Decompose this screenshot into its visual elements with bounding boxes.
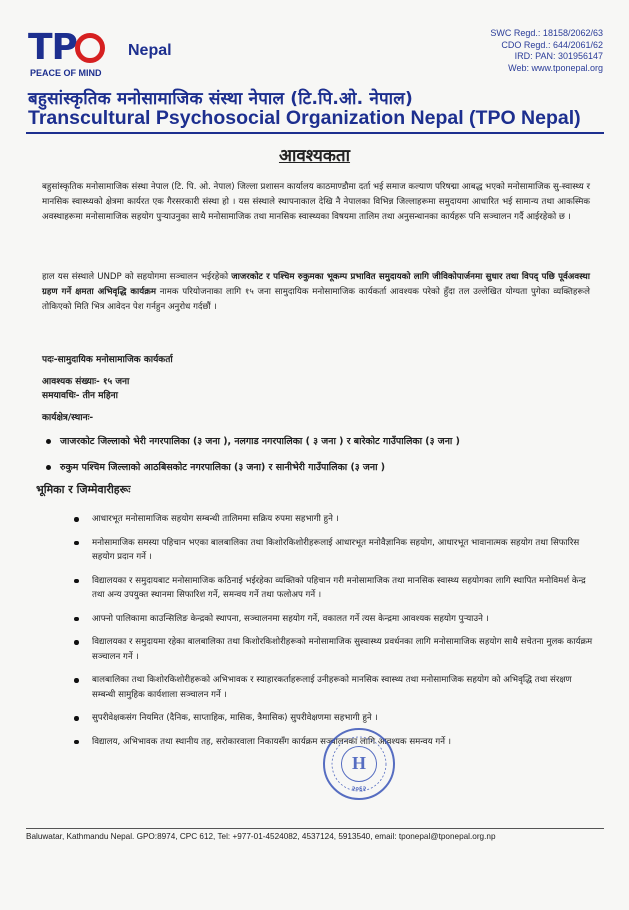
registration-line: SWC Regd.: 18158/2062/63 [490, 28, 603, 38]
role-text: मनोसामाजिक समस्या पहिचान भएका बालबालिका तथा किशोरकिशोरीहरूलाई आधारभूत मनोवैज्ञानिक सहयोग, आधारभूत भावानात्मक सहयोग तथा सिफारिस सहयोग प्रदान गर्ने । [92, 537, 580, 562]
role-item [74, 612, 594, 627]
role-item [74, 512, 594, 527]
role-item [74, 635, 594, 664]
website-line: Web: www.tponepal.org [508, 62, 603, 73]
bullet-icon [74, 740, 79, 745]
intro-paragraph: बहुसांस्कृतिक मनोसामाजिक संस्था नेपाल (टि. पि. ओ. नेपाल) जिल्ला प्रशासन कार्यालय काठमाण्डौमा दर्ता भई समाज कल्याण परिषद्मा आबद्ध भएको मनोसामाजिक सु-स्वास्थ्य र मानसिक स्वास्थ्यको क्षेत्रमा कार्यरत एक गैरसरकारी संस्था हो । यस संस्थाले स्थापनाकाल देखि नै नेपालका विभिन्न जिल्लाहरूमा समुदायमा आधारित भई सामान्य तथा आकस्मिक अवस्थाहरूमा मनोसामाजिक सहयोग पुऱ्याउनुका साथै मनोसामाजिक तथा मानसिक स्वास्थ्यका विषयमा तालिम तथा अनुसन्धानका कार्यहरू पनि सञ्चालन गर्दै आईरहेको छ । [42, 182, 590, 222]
bullet-icon [74, 617, 79, 622]
role-item [74, 536, 594, 565]
role-text: सुपरीवेक्षकसंग नियमित (दैनिक, साप्ताहिक, मासिक, त्रैमासिक) सुपरीवेक्षणमा सहभागी हुने । [92, 713, 378, 723]
project-paragraph [42, 270, 590, 315]
bullet-icon [74, 517, 79, 522]
org-name-english: Transcultural Psychosocial Organization Nepal (TPO Nepal) [28, 107, 581, 129]
role-item [74, 711, 594, 726]
project-text-start: हाल यस संस्थाले UNDP को सहयोगमा सञ्चालन भईरहेको [42, 272, 232, 282]
organization-stamp [323, 728, 395, 800]
location-item [46, 434, 460, 447]
registration-line: CDO Regd.: 644/2061/62 [501, 39, 603, 50]
duration: समयावधिः- तीन महिना [42, 391, 118, 401]
footer-contact: Baluwatar, Kathmandu Nepal. GPO:8974, CPC 612, Tel: +977-01-4524082, 4537124, 5913540, email: tponepal@tponepal.org.np [26, 832, 496, 841]
role-text: आधारभूत मनोसामाजिक सहयोग सम्बन्धी तालिममा सक्रिय रुपमा सहभागी हुने । [92, 514, 339, 524]
bullet-icon [74, 716, 79, 721]
bullet-icon [74, 678, 79, 683]
location-text: जाजरकोट जिल्लाको भेरी नगरपालिका (३ जना ), नलगाड नगरपालिका ( ३ जना ) र बारेकोट गाउँपालिका (३ जना ) [60, 436, 460, 447]
tpo-logo [28, 27, 172, 78]
work-area-label: कार्यक्षेत्र/स्थानः- [42, 413, 94, 423]
logo-circle-icon [75, 33, 105, 63]
vacancy-count: आवश्यक संख्याः- १५ जना [42, 377, 130, 387]
bullet-icon [74, 541, 79, 546]
location-item [46, 460, 385, 473]
logo-tagline: PEACE OF MIND [30, 68, 102, 78]
logo-suffix: Nepal [128, 42, 172, 59]
logo-text: TP [28, 27, 77, 68]
role-item [74, 574, 594, 603]
role-text: बालबालिका तथा किशोरकिशोरीहरूको अभिभावक र स्याहारकर्ताहरूलाई उनीहरूको मानसिक स्वास्थ्य तथा मनोसामाजिक सहयोग को अभिवृद्धि तथा संरक्षण सम्बन्धी सामुहिक कार्यशाला सञ्चालन गर्ने । [92, 675, 572, 700]
registration-line: IRD: PAN: 301956147 [514, 51, 603, 61]
org-name-nepali: बहुसांस्कृतिक मनोसामाजिक संस्था नेपाल (टि.पि.ओ. नेपाल) [28, 89, 413, 109]
role-text: विद्यालयका र समुदायमा रहेका बालबालिका तथा किशोरकिशोरीहरूको मनोसामाजिक सुस्वास्थ्य प्रवर्धनका लागि मनोसामाजिक सहयोग साथै सचेतना मुलक कार्यक्रम सञ्चालन गर्ने । [92, 637, 593, 662]
registration-info [490, 28, 603, 74]
stamp-letter: H [351, 753, 366, 773]
footer-divider [26, 828, 604, 829]
bullet-icon [46, 439, 51, 444]
roles-heading: भूमिका र जिम्मेवारीहरूः [36, 483, 131, 496]
bullet-icon [46, 465, 51, 470]
project-text-end: नामक परियोजनाका लागि १५ जना सामुदायिक मनोसामाजिक कार्यकर्ता आवश्यक परेको हुँदा तल उल्लेखित योग्यता पुगेका व्यक्तिहरूले तोकिएको मिति भित्र आवेदन पेश गर्नहुन अनुरोध गर्दछौं । [42, 287, 590, 312]
role-text: विद्यालयका र समुदायबाट मनोसामाजिक कठिनाई भईरहेका व्यक्तिको पहिचान गरी मनोसामाजिक तथा मानसिक स्वास्थ्य सहयोगका लागि स्थापित मनोविमर्श केन्द्र तथा अन्य उपयुक्त स्थानमा सिफारिश गर्ने, समन्वय गर्ने तथा फलोअप गर्ने । [92, 575, 586, 600]
bullet-icon [74, 640, 79, 645]
project-name: जाजरकोट र पश्चिम रुकुमका भूकम्प प्रभावित समुदायको लागि जीविकोपार्जनमा सुधार तथा विपद् पछि पूर्वअवस्था ग्रहण गर्ने क्षमता अभिवृद्धि कार्यक्रम [42, 272, 590, 297]
bullet-icon [74, 579, 79, 584]
role-text: आफ्नो पालिकामा काउन्सिलिङ केन्द्रको स्थापना, सञ्चालनमा सहयोग गर्ने, वकालत गर्ने त्यस केन्द्रमा आवश्यक सहयोग पुऱ्याउने । [92, 613, 489, 624]
role-text: विद्यालय, अभिभावक तथा स्थानीय तह, सरोकारवाला निकायसँग कार्यक्रम सञ्चालनका लागि आवश्यक समन्वय गर्ने । [92, 736, 451, 747]
roles-list [74, 512, 594, 758]
stamp-year: २०६२ [351, 785, 367, 793]
header-divider [26, 132, 604, 134]
post-title: पदः-सामुदायिक मनोसामाजिक कार्यकर्ता [42, 355, 173, 365]
role-item [74, 673, 594, 702]
notice-heading: आवश्यकता [278, 146, 351, 166]
location-text: रुकुम पश्चिम जिल्लाको आठबिसकोट नगरपालिका (३ जना) र सानीभेरी गाउँपालिका (३ जना ) [60, 462, 386, 473]
stamp-center [341, 746, 377, 782]
